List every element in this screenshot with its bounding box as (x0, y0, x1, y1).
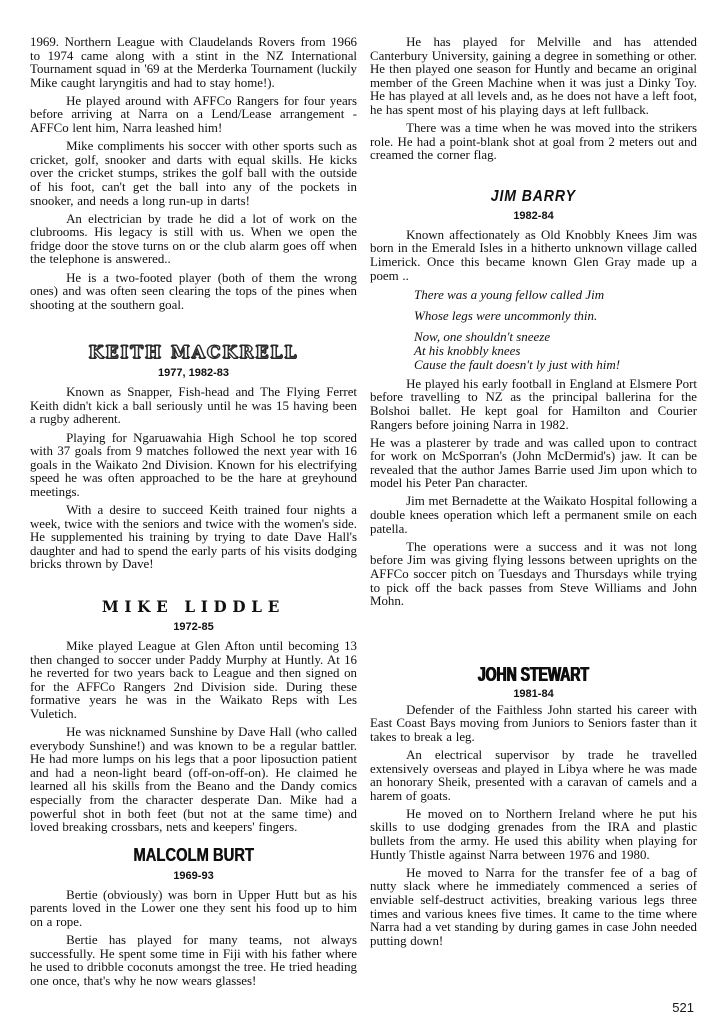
page-number: 521 (672, 1000, 694, 1015)
section-title (30, 841, 357, 868)
paragraph: Playing for Ngaruawahia High School he top scored with 37 goals from 9 matches followed the next year with 16 goals in the Waikato 2nd Division. Known for his electrifying speed he was often approached to be the hare at greyhound meetings. (30, 430, 357, 499)
poem-line: At his knobbly knees (414, 342, 521, 358)
right-column (370, 36, 697, 993)
section-keith-mackrell (30, 338, 357, 572)
paragraph: 1969. Northern League with Claudelands Rovers from 1966 to 1974 came along with a stint in the NZ International Tournament squad in '69 at the Merderka Tournament (luckily Mike caught laryngitis and had to stay home!). (30, 35, 357, 90)
paragraph: Known affectionately as Old Knobbly Knees Jim was born in the Emerald Isles in a hitherto unknown village called Limerick. Once this became known Glen Gray made up a poem .. (370, 227, 697, 283)
paragraph: Bertie (obviously) was born in Upper Hutt but as his parents loved in the Lower one they sent his food up to him on a rope. (30, 887, 357, 929)
paragraph: An electrical supervisor by trade he travelled extensively overseas and played in Libya where he was made an honorary Sheik, presented with a caravan of camels and a harem of goats. (370, 748, 697, 803)
left-column (30, 36, 357, 993)
section-title-text: KEITH MACKRELL (88, 343, 299, 364)
section-title (30, 592, 357, 619)
section-title (30, 338, 357, 365)
section-title (370, 661, 697, 688)
paragraph: He played his early football in England at Elsmere Port before travelling to NZ as the principal ballerina for the Bolshoi ballet. He kept goal for Hamilton and Courier Rangers before joining Narra in 1982. (370, 376, 697, 432)
paragraph: He has played for Melville and has attended Canterbury University, gaining a degree in something or other. He then played one season for Huntly and became an original member of the Green Machine when it was just a Dinky Toy. He has played at all levels and, as he does not have a left foot, he has spent most of his playing days at left fullback. (370, 35, 698, 117)
paragraph: Mike compliments his soccer with other sports such as cricket, golf, snooker and darts with equal skills. He kicks over the cricket stumps, strikes the golf ball with the outside of his foot, can't get the ball into any of the pockets in snooker, and needs a long run-up in darts! (30, 139, 357, 208)
paragraph: He was a plasterer by trade and was called upon to contract for work on McSporran's (John McDermid's) jaw. It can be revealed that the author James Barrie used Jim upon which to model his Peter Pan character. (370, 435, 697, 491)
poem-line: There was a young fellow called Jim (414, 286, 605, 302)
section-years: 1981-84 (513, 687, 554, 700)
paragraph: The operations were a success and it was not long before Jim was giving flying lessons between uprights on the AFFCo soccer pitch on Tuesdays and Thursdays while trying to pick off the back passes from Steve Williams and John Mohn. (370, 539, 697, 609)
paragraph: Jim met Bernadette at the Waikato Hospital following a double knees operation which left a permanent smile on each patella. (370, 494, 697, 536)
poem-line: Now, one shouldn't sneeze (414, 328, 551, 344)
section-title (370, 181, 697, 208)
paragraph: Known as Snapper, Fish-head and The Flying Ferret Keith didn't kick a ball seriously until he was 15 having been a rugby adherent. (30, 385, 357, 427)
paragraph: He played around with AFFCo Rangers for four years before arriving at Narra on a Lend/Lease arrangement - AFFCo lent him, Narra leashed him! (30, 93, 357, 136)
paragraph: There was a time when he was moved into the strikers role. He had a point-blank shot at goal from 2 meters out and creamed the corner flag. (370, 121, 697, 163)
poem-line: Whose legs were uncommonly thin. (414, 307, 598, 323)
section-title-text: JIM BARRY (490, 187, 577, 205)
section-years: 1972-85 (173, 621, 214, 633)
paragraph: Bertie has played for many teams, not always successfully. He spent some time in Fiji with his father where he used to dribble coconuts amongst the tree. He tried heading one once, that's why he now wears glasses! (30, 933, 357, 988)
paragraph: He is a two-footed player (both of them the wrong ones) and was often seen clearing the tops of the pines when shooting at the southern goal. (30, 270, 357, 312)
section-title-text: MALCOLM BURT (133, 844, 254, 865)
section-years: 1982-84 (513, 209, 554, 222)
section-jim-barry (370, 181, 697, 609)
section-mike-liddle (30, 592, 357, 835)
section-title-text: MIKE LIDDLE (101, 597, 286, 616)
paragraph: He was nicknamed Sunshine by Dave Hall (who called everybody Sunshine!) and was known to be a regular battler. He had more lumps on his legs that a poor liposuction patient and had a neon-light beard (off-on-off-on). He claimed he learned all his skills from the Beano and the Dandy comics especially from the character desperate Dan. Mike had a powerful shot in both feet (but not at the same time) and loved breaking crossbars, nets and keepers' fingers. (30, 725, 357, 835)
paragraph: Defender of the Faithless John started his career with East Coast Bays moving from Juniors to Seniors faster than it takes to break a leg. (370, 702, 697, 744)
section-john-stewart (370, 661, 697, 949)
poem (370, 288, 697, 372)
two-column-layout (30, 36, 697, 993)
book-page (30, 36, 697, 993)
paragraph: An electrician by trade he did a lot of work on the clubrooms. His legacy is still with us. When we open the fridge door the stove turns on or the club alarm goes off when the telephone is answered.. (30, 211, 357, 267)
section-malcolm-burt (30, 841, 357, 989)
poem-line: Cause the fault doesn't ly just with him! (414, 356, 621, 372)
section-title-text: JOHN STEWART (477, 663, 590, 686)
paragraph: He moved to Narra for the transfer fee of a bag of nutty slack where he immediately commenced a series of enviable self-destruct activities, breaking various legs three times and various knees five times. It came to the time where Narra had a vet standing by during games in case John needed putting down! (370, 865, 697, 948)
paragraph: Mike played League at Glen Afton until becoming 13 then changed to soccer under Paddy Murphy at Huntly. At 16 he reverted for two years back to League and then signed on for the AFFCo Rangers 2nd Division side. During these formative years he was in the Waikato Reps with Les Vuletich. (30, 639, 357, 721)
section-years: 1977, 1982-83 (158, 367, 229, 380)
paragraph: He moved on to Northern Ireland where he put his skills to use dodging grenades from the IRA and plastic bullets from the army. He used this ability when playing for Huntly Thistle against Narra between 1976 and 1980. (370, 806, 697, 862)
section-years: 1969-93 (173, 869, 214, 882)
paragraph: With a desire to succeed Keith trained four nights a week, twice with the seniors and twice with the women's side. He supplemented his training by trying to date Dave Hall's daughter and had to spend the early parts of his visits dodging bricks thrown by Dave! (30, 503, 357, 572)
